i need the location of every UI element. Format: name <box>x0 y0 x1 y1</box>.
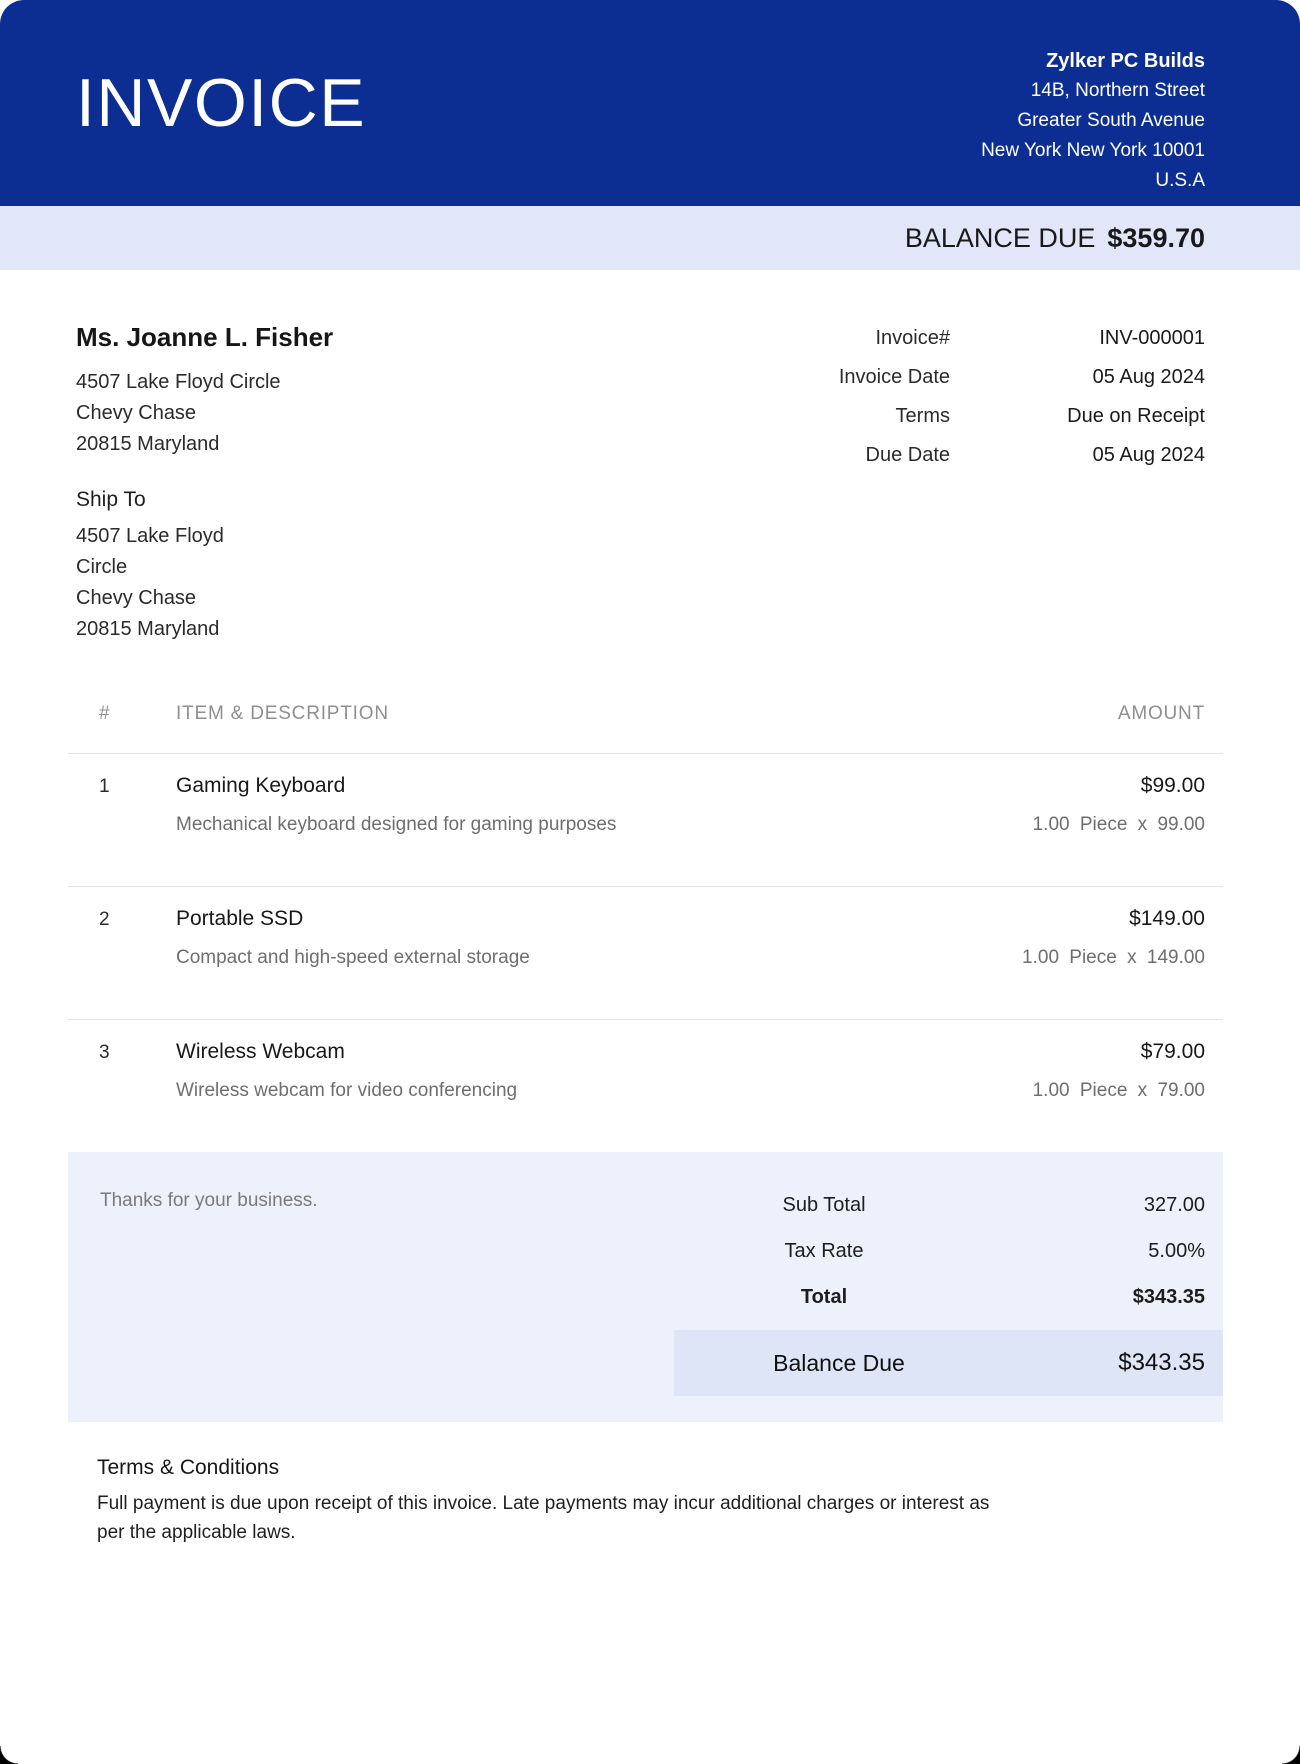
meta-label: Invoice# <box>875 327 950 349</box>
customer-address-line: 4507 Lake Floyd Circle <box>76 371 281 393</box>
meta-value: INV-000001 <box>1099 327 1205 349</box>
ship-to-address-line: Chevy Chase <box>76 587 197 609</box>
meta-row <box>765 443 1205 467</box>
terms-body: Full payment is due upon receipt of this invoice. Late payments may incur additional charges or interest as per the applicable laws. <box>97 1493 990 1543</box>
customer-meta-section <box>0 270 1300 645</box>
customer-address-line: Chevy Chase <box>76 402 197 424</box>
meta-row <box>765 365 1205 389</box>
meta-label: Due Date <box>865 444 950 466</box>
item-amount: $79.00 <box>1140 1040 1205 1063</box>
totals-label: Sub Total <box>782 1193 866 1216</box>
company-block <box>981 0 1205 206</box>
totals-row <box>674 1182 1223 1228</box>
balance-due-row-value: $343.35 <box>1118 1349 1205 1376</box>
meta-value: 05 Aug 2024 <box>1092 444 1205 466</box>
terms-heading: Terms & Conditions <box>97 1456 280 1479</box>
item-row <box>68 1020 1223 1152</box>
item-description: Mechanical keyboard designed for gaming purposes <box>176 814 617 835</box>
meta-value: Due on Receipt <box>1067 405 1205 427</box>
terms-section <box>97 1456 1205 1547</box>
bill-to-section <box>76 322 576 645</box>
totals-row <box>674 1274 1223 1320</box>
meta-row <box>765 404 1205 428</box>
items-table <box>68 703 1223 1152</box>
company-address-line: 14B, Northern Street <box>1030 80 1205 101</box>
company-address-line: Greater South Avenue <box>1017 110 1205 131</box>
item-name: Gaming Keyboard <box>176 774 346 797</box>
ship-to-address-line: 4507 Lake Floyd <box>76 525 224 547</box>
meta-value: 05 Aug 2024 <box>1092 366 1205 388</box>
totals-value: 327.00 <box>1143 1193 1205 1216</box>
totals-value: 5.00% <box>1148 1239 1205 1262</box>
totals-label: Total <box>800 1285 848 1308</box>
ship-to-address-line: 20815 Maryland <box>76 618 220 640</box>
invoice-header <box>0 0 1300 206</box>
item-amount: $149.00 <box>1129 907 1205 930</box>
invoice-title: INVOICE <box>76 65 367 141</box>
page-corner-bottom-right <box>1282 1746 1300 1764</box>
item-name: Portable SSD <box>176 907 304 930</box>
company-address-line: New York New York 10001 <box>981 140 1205 161</box>
balance-due-amount: $359.70 <box>1107 222 1205 253</box>
item-qty-line: 1.00 Piece x 79.00 <box>1032 1080 1205 1101</box>
item-number: 2 <box>99 909 110 930</box>
meta-label: Invoice Date <box>838 366 950 388</box>
totals-label: Tax Rate <box>784 1239 864 1262</box>
company-name: Zylker PC Builds <box>1046 50 1205 72</box>
thanks-note: Thanks for your business. <box>100 1190 318 1211</box>
customer-address-line: 20815 Maryland <box>76 433 220 455</box>
page-corner-bottom-left <box>0 1746 18 1764</box>
ship-to-heading: Ship To <box>76 488 146 511</box>
balance-due-row-label: Balance Due <box>773 1349 905 1376</box>
totals-value: $343.35 <box>1132 1285 1205 1308</box>
item-amount: $99.00 <box>1140 774 1205 797</box>
balance-due-bar <box>0 206 1300 270</box>
ship-to-section <box>76 486 576 645</box>
item-description: Compact and high-speed external storage <box>176 947 530 968</box>
meta-label: Terms <box>895 405 950 427</box>
invoice-meta <box>765 322 1205 645</box>
item-qty-line: 1.00 Piece x 99.00 <box>1032 814 1205 835</box>
item-description: Wireless webcam for video conferencing <box>176 1080 518 1101</box>
table-header <box>68 703 1223 754</box>
col-amount: AMOUNT <box>1117 703 1205 724</box>
item-number: 3 <box>99 1042 110 1063</box>
col-item: ITEM & DESCRIPTION <box>176 703 389 724</box>
customer-name: Ms. Joanne L. Fisher <box>76 322 334 352</box>
item-qty-line: 1.00 Piece x 149.00 <box>1022 947 1205 968</box>
item-row <box>68 754 1223 887</box>
totals-row <box>674 1228 1223 1274</box>
item-row <box>68 887 1223 1020</box>
item-name: Wireless Webcam <box>176 1040 345 1063</box>
totals-rows <box>674 1182 1223 1396</box>
ship-to-address-line: Circle <box>76 556 128 578</box>
item-number: 1 <box>99 776 110 797</box>
company-address-line: U.S.A <box>1155 170 1205 191</box>
meta-row <box>765 326 1205 350</box>
balance-due-row <box>674 1330 1223 1396</box>
totals-box <box>68 1152 1223 1422</box>
col-number: # <box>99 703 111 724</box>
balance-due-label: BALANCE DUE <box>904 222 1096 253</box>
